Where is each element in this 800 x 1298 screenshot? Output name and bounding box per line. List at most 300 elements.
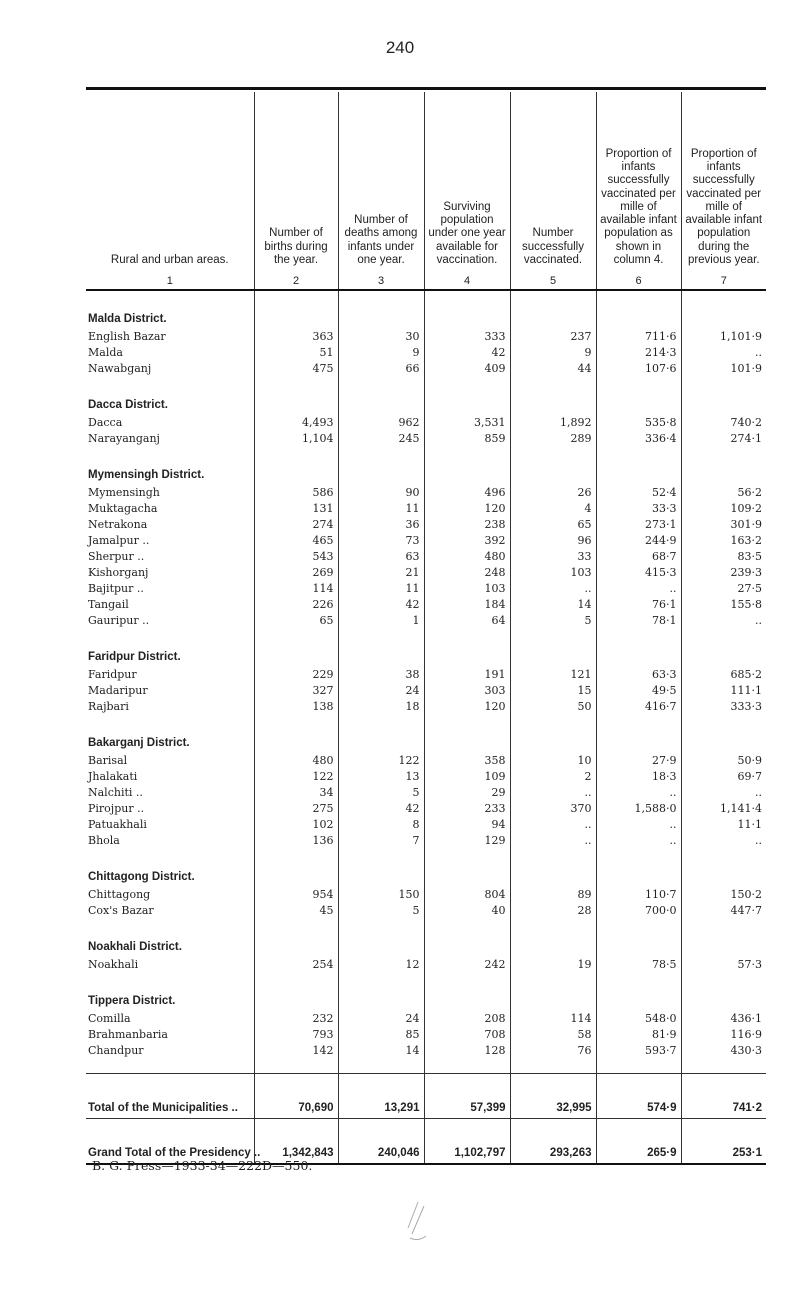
district-heading: Dacca District. [88, 399, 168, 411]
empty-cell [681, 447, 766, 485]
total-cell: 253·1 [681, 1119, 766, 1165]
table-cell: 274 [254, 517, 338, 533]
table-cell: 962 [338, 415, 424, 431]
table-cell: 1 [338, 613, 424, 629]
table-cell: 593·7 [596, 1043, 681, 1059]
table-cell: 155·8 [681, 597, 766, 613]
table-cell: .. [681, 345, 766, 361]
table-cell: 244·9 [596, 533, 681, 549]
table-cell: 114 [510, 1011, 596, 1027]
table-cell: 5 [338, 903, 424, 919]
total-label: Grand Total of the Presidency .. [86, 1119, 254, 1165]
table-cell: 11 [338, 581, 424, 597]
table-row [86, 361, 766, 377]
column-number: 4 [424, 271, 510, 290]
table-cell: 103 [424, 581, 510, 597]
table-cell: .. [596, 785, 681, 801]
empty-cell [681, 849, 766, 887]
table-cell: 136 [254, 833, 338, 849]
table-cell: 7 [338, 833, 424, 849]
empty-cell [681, 1059, 766, 1074]
table-cell: 1,141·4 [681, 801, 766, 817]
table-cell: 9 [510, 345, 596, 361]
table-cell: 45 [254, 903, 338, 919]
empty-cell [510, 919, 596, 957]
total-cell: 13,291 [338, 1074, 424, 1119]
empty-cell [424, 919, 510, 957]
area-name: Faridpur [88, 668, 137, 681]
table-cell: 245 [338, 431, 424, 447]
empty-cell [596, 919, 681, 957]
table-cell: 76 [510, 1043, 596, 1059]
district-heading: Chittagong District. [88, 871, 195, 883]
table-cell: .. [510, 785, 596, 801]
table-cell: 685·2 [681, 667, 766, 683]
table-cell: 275 [254, 801, 338, 817]
empty-cell [596, 715, 681, 753]
area-name: Rajbari [88, 700, 129, 713]
empty-cell [510, 290, 596, 329]
table-cell: 96 [510, 533, 596, 549]
table-cell: 1,104 [254, 431, 338, 447]
empty-cell [424, 973, 510, 1011]
empty-cell [596, 290, 681, 329]
empty-cell [424, 629, 510, 667]
empty-cell [681, 919, 766, 957]
empty-cell [424, 715, 510, 753]
area-name: Mymensingh [88, 486, 160, 499]
table-cell: 1,588·0 [596, 801, 681, 817]
area-name: Barisal [88, 754, 128, 767]
table-cell: 804 [424, 887, 510, 903]
table-cell: .. [510, 817, 596, 833]
table-cell: 68·7 [596, 549, 681, 565]
table-cell: 114 [254, 581, 338, 597]
table-cell: 239·3 [681, 565, 766, 581]
empty-cell [254, 849, 338, 887]
table-cell: 42 [338, 597, 424, 613]
table-cell: 63 [338, 549, 424, 565]
empty-cell [510, 629, 596, 667]
empty-cell [254, 973, 338, 1011]
empty-cell [254, 715, 338, 753]
empty-cell [681, 973, 766, 1011]
area-name: Pirojpur .. [88, 802, 145, 815]
empty-cell [510, 1059, 596, 1074]
table-cell: 73 [338, 533, 424, 549]
area-name: Dacca [88, 416, 123, 429]
table-cell: 2 [510, 769, 596, 785]
table-cell: 5 [338, 785, 424, 801]
empty-cell [510, 849, 596, 887]
table-cell: 128 [424, 1043, 510, 1059]
table-cell: 370 [510, 801, 596, 817]
table-cell: 36 [338, 517, 424, 533]
empty-cell [338, 919, 424, 957]
table-cell: 129 [424, 833, 510, 849]
area-name: Sherpur .. [88, 550, 145, 563]
table-cell: 21 [338, 565, 424, 581]
table-cell: 954 [254, 887, 338, 903]
table-cell: 111·1 [681, 683, 766, 699]
district-heading: Bakarganj District. [88, 737, 190, 749]
table-cell: 138 [254, 699, 338, 715]
table-cell: .. [681, 833, 766, 849]
table-cell: 9 [338, 345, 424, 361]
table-cell: 11·1 [681, 817, 766, 833]
area-name: Narayanganj [88, 432, 160, 445]
total-cell: 1,342,843 [254, 1119, 338, 1165]
table-row [86, 1043, 766, 1059]
table-row [86, 1027, 766, 1043]
table-cell: 78·5 [596, 957, 681, 973]
table-row [86, 1011, 766, 1027]
table-cell: 11 [338, 501, 424, 517]
area-name: Nalchiti .. [88, 786, 143, 799]
district-heading-row [86, 290, 766, 329]
empty-cell [338, 1059, 424, 1074]
table-row [86, 887, 766, 903]
table-row [86, 517, 766, 533]
area-name: Bajitpur .. [88, 582, 144, 595]
column-number: 1 [86, 271, 254, 290]
table-row [86, 833, 766, 849]
empty-cell [254, 629, 338, 667]
empty-cell [596, 973, 681, 1011]
table-cell: 150·2 [681, 887, 766, 903]
district-heading: Faridpur District. [88, 651, 181, 663]
total-cell: 57,399 [424, 1074, 510, 1119]
table-cell: 535·8 [596, 415, 681, 431]
total-cell: 32,995 [510, 1074, 596, 1119]
empty-cell [510, 447, 596, 485]
table-cell: 392 [424, 533, 510, 549]
table-cell: 89 [510, 887, 596, 903]
column-number: 5 [510, 271, 596, 290]
table-cell: 83·5 [681, 549, 766, 565]
district-heading-row [86, 629, 766, 667]
table-cell: 50 [510, 699, 596, 715]
table-row [86, 431, 766, 447]
empty-cell [681, 715, 766, 753]
table-cell: 543 [254, 549, 338, 565]
table-cell: 131 [254, 501, 338, 517]
table-cell: 51 [254, 345, 338, 361]
table-row [86, 549, 766, 565]
table-cell: 44 [510, 361, 596, 377]
table-cell: 65 [254, 613, 338, 629]
table-cell: 409 [424, 361, 510, 377]
area-name: Netrakona [88, 518, 148, 531]
table-cell: 42 [424, 345, 510, 361]
table-cell: 208 [424, 1011, 510, 1027]
total-cell: 70,690 [254, 1074, 338, 1119]
table-cell: 184 [424, 597, 510, 613]
empty-cell [681, 377, 766, 415]
table-cell: 40 [424, 903, 510, 919]
table-cell: 248 [424, 565, 510, 581]
area-name: Muktagacha [88, 502, 158, 515]
municipal-total-row [86, 1074, 766, 1119]
table-cell: 116·9 [681, 1027, 766, 1043]
district-heading: Noakhali District. [88, 941, 182, 953]
area-name: Comilla [88, 1012, 131, 1025]
table-cell: 859 [424, 431, 510, 447]
table-row [86, 667, 766, 683]
table-cell: 101·9 [681, 361, 766, 377]
empty-cell [510, 973, 596, 1011]
total-cell: 240,046 [338, 1119, 424, 1165]
table-cell: 711·6 [596, 329, 681, 345]
column-number: 6 [596, 271, 681, 290]
table-cell: 447·7 [681, 903, 766, 919]
table-cell: 700·0 [596, 903, 681, 919]
table-row [86, 801, 766, 817]
table-cell: 229 [254, 667, 338, 683]
vaccination-table [86, 92, 766, 1165]
area-name: English Bazar [88, 330, 166, 343]
empty-cell [254, 1059, 338, 1074]
table-cell: 19 [510, 957, 596, 973]
table-cell: 274·1 [681, 431, 766, 447]
empty-cell [338, 290, 424, 329]
table-cell: 480 [254, 753, 338, 769]
table-cell: 336·4 [596, 431, 681, 447]
table-cell: 85 [338, 1027, 424, 1043]
header-deaths: Number of deaths among infants under one year. [338, 92, 424, 271]
column-number: 7 [681, 271, 766, 290]
table-cell: 94 [424, 817, 510, 833]
district-heading-row [86, 377, 766, 415]
table-cell: 28 [510, 903, 596, 919]
table-cell: 109 [424, 769, 510, 785]
table-cell: 63·3 [596, 667, 681, 683]
header-row [86, 92, 766, 271]
column-number-row [86, 271, 766, 290]
pencil-mark [398, 1198, 438, 1246]
area-name: Chandpur [88, 1044, 144, 1057]
total-cell: 574·9 [596, 1074, 681, 1119]
table-cell: 416·7 [596, 699, 681, 715]
table-row [86, 753, 766, 769]
header-surviving: Surviving population under one year available for vaccination. [424, 92, 510, 271]
table-row [86, 329, 766, 345]
empty-cell [596, 377, 681, 415]
table-cell: 303 [424, 683, 510, 699]
table-cell: 333 [424, 329, 510, 345]
area-name: Tangail [88, 598, 129, 611]
empty-cell [596, 629, 681, 667]
table-cell: 30 [338, 329, 424, 345]
district-heading-row [86, 973, 766, 1011]
empty-cell [254, 290, 338, 329]
table-cell: 163·2 [681, 533, 766, 549]
table-cell: 214·3 [596, 345, 681, 361]
press-footer: B. G. Press—1933-34—222D—550. [92, 1158, 313, 1173]
area-name: Kishorganj [88, 566, 149, 579]
empty-cell [596, 849, 681, 887]
empty-cell [510, 377, 596, 415]
district-heading: Tippera District. [88, 995, 176, 1007]
district-heading-row [86, 447, 766, 485]
table-cell: 38 [338, 667, 424, 683]
table-cell: 50·9 [681, 753, 766, 769]
table-cell: 56·2 [681, 485, 766, 501]
table-cell: 110·7 [596, 887, 681, 903]
empty-cell [681, 629, 766, 667]
area-name: Noakhali [88, 958, 139, 971]
area-name: Cox's Bazar [88, 904, 154, 917]
table-cell: 740·2 [681, 415, 766, 431]
area-name: Patuakhali [88, 818, 147, 831]
table-cell: 548·0 [596, 1011, 681, 1027]
header-areas: Rural and urban areas. [110, 253, 229, 266]
district-heading-row [86, 919, 766, 957]
table-row [86, 581, 766, 597]
table-cell: 10 [510, 753, 596, 769]
empty-cell [510, 715, 596, 753]
table-cell: 1,892 [510, 415, 596, 431]
table-cell: 232 [254, 1011, 338, 1027]
table-cell: 64 [424, 613, 510, 629]
table-cell: 24 [338, 683, 424, 699]
table-cell: 191 [424, 667, 510, 683]
table-row [86, 769, 766, 785]
spacer-row [86, 1059, 766, 1074]
empty-cell [338, 447, 424, 485]
area-name: Brahmanbaria [88, 1028, 168, 1041]
table-cell: 4,493 [254, 415, 338, 431]
table-cell: 793 [254, 1027, 338, 1043]
table-cell: 226 [254, 597, 338, 613]
table-cell: 120 [424, 699, 510, 715]
table-body [86, 290, 766, 1164]
table-cell: 33·3 [596, 501, 681, 517]
table-cell: 42 [338, 801, 424, 817]
empty-cell [86, 1059, 254, 1074]
table-cell: 3,531 [424, 415, 510, 431]
district-heading-row [86, 715, 766, 753]
total-cell: 741·2 [681, 1074, 766, 1119]
table-cell: 233 [424, 801, 510, 817]
table-cell: 430·3 [681, 1043, 766, 1059]
table-row [86, 533, 766, 549]
table-cell: .. [510, 581, 596, 597]
table-cell: 120 [424, 501, 510, 517]
empty-cell [338, 629, 424, 667]
table-cell: 103 [510, 565, 596, 581]
empty-cell [596, 1059, 681, 1074]
table-cell: 8 [338, 817, 424, 833]
district-heading-row [86, 849, 766, 887]
table-row [86, 565, 766, 581]
table-cell: 480 [424, 549, 510, 565]
table-row [86, 957, 766, 973]
empty-cell [424, 290, 510, 329]
table-cell: 34 [254, 785, 338, 801]
table-row [86, 903, 766, 919]
table-cell: 78·1 [596, 613, 681, 629]
empty-cell [338, 849, 424, 887]
table-row [86, 501, 766, 517]
table-cell: 13 [338, 769, 424, 785]
table-row [86, 683, 766, 699]
table-cell: 12 [338, 957, 424, 973]
table-cell: 121 [510, 667, 596, 683]
table-cell: 58 [510, 1027, 596, 1043]
table-cell: 254 [254, 957, 338, 973]
empty-cell [424, 849, 510, 887]
empty-cell [254, 377, 338, 415]
empty-cell [338, 715, 424, 753]
total-cell: 265·9 [596, 1119, 681, 1165]
table-cell: 90 [338, 485, 424, 501]
total-cell: 293,263 [510, 1119, 596, 1165]
table-cell: 242 [424, 957, 510, 973]
table-cell: .. [596, 817, 681, 833]
table-row [86, 485, 766, 501]
header-births: Number of births during the year. [254, 92, 338, 271]
table-cell: 18 [338, 699, 424, 715]
empty-cell [254, 447, 338, 485]
table-cell: 18·3 [596, 769, 681, 785]
empty-cell [424, 1059, 510, 1074]
empty-cell [424, 377, 510, 415]
empty-cell [424, 447, 510, 485]
table-cell: 436·1 [681, 1011, 766, 1027]
table-cell: 109·2 [681, 501, 766, 517]
table-cell: 708 [424, 1027, 510, 1043]
table-cell: 333·3 [681, 699, 766, 715]
header-vaccinated: Number successfully vaccinated. [510, 92, 596, 271]
table-cell: 52·4 [596, 485, 681, 501]
area-name: Jamalpur .. [88, 534, 150, 547]
district-heading: Malda District. [88, 313, 167, 325]
table-cell: 289 [510, 431, 596, 447]
empty-cell [681, 290, 766, 329]
table-cell: 142 [254, 1043, 338, 1059]
table-cell: .. [596, 833, 681, 849]
table-cell: 27·5 [681, 581, 766, 597]
table-cell: 76·1 [596, 597, 681, 613]
table-row [86, 415, 766, 431]
table-cell: 69·7 [681, 769, 766, 785]
table-cell: 363 [254, 329, 338, 345]
column-number: 2 [254, 271, 338, 290]
table-cell: 81·9 [596, 1027, 681, 1043]
table-row [86, 699, 766, 715]
table-cell: 358 [424, 753, 510, 769]
table-cell: 107·6 [596, 361, 681, 377]
table-cell: 475 [254, 361, 338, 377]
table-row [86, 597, 766, 613]
table-cell: 27·9 [596, 753, 681, 769]
table-cell: .. [510, 833, 596, 849]
table-cell: .. [596, 581, 681, 597]
empty-cell [596, 447, 681, 485]
table-cell: 586 [254, 485, 338, 501]
table-cell: 237 [510, 329, 596, 345]
table-cell: 122 [338, 753, 424, 769]
table-cell: 122 [254, 769, 338, 785]
empty-cell [338, 973, 424, 1011]
table-cell: 465 [254, 533, 338, 549]
area-name: Malda [88, 346, 123, 359]
table-cell: 14 [338, 1043, 424, 1059]
area-name: Jhalakati [88, 770, 138, 783]
table-cell: 29 [424, 785, 510, 801]
header-proportion: Proportion of infants successfully vaccinated per mille of available infant population as shown in column 4. [596, 92, 681, 271]
